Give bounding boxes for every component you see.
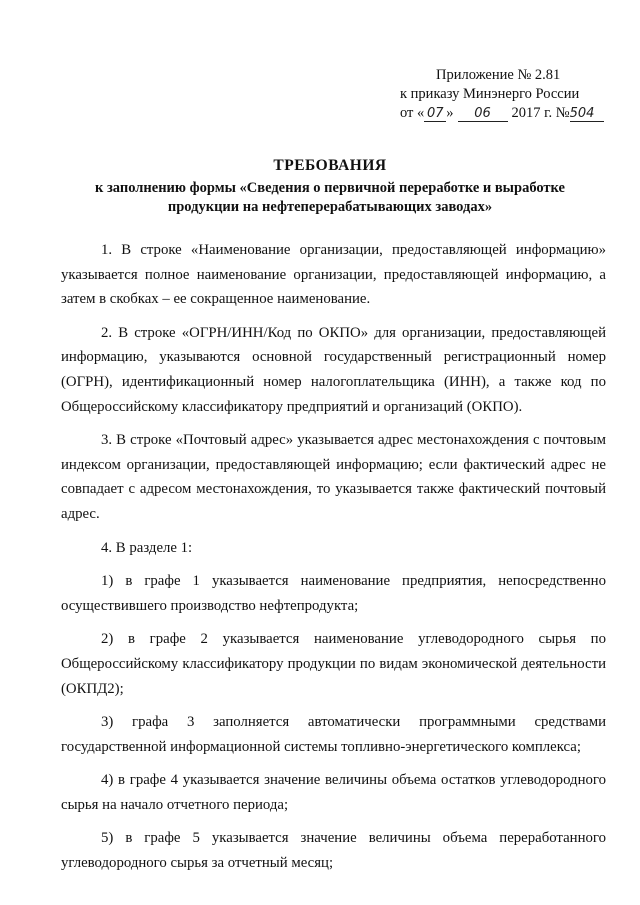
document-subtitle: [60, 179, 600, 217]
paragraph-4-4: 4) в графе 4 указывается значение величины объема остатков углеводородного сырья на начало отчетного периода;: [61, 772, 606, 813]
subtitle-line-1: к заполнению формы «Сведения о первичной переработке и выработке: [94, 180, 565, 196]
paragraph-3: 3. В строке «Почтовый адрес» указывается адрес местонахождения с почтовым индексом организации, предоставляющей информацию; если фактический адрес не совпадает с адресом местонахождения, то указывается также фактический почтовый адрес.: [61, 432, 606, 522]
handwritten-month: 06: [458, 107, 508, 122]
subtitle-line-2: продукции на нефтеперерабатывающих заводах»: [167, 199, 493, 215]
date-mid-quote: »: [446, 105, 454, 121]
handwritten-day: 07: [424, 107, 446, 122]
date-prefix: от «: [400, 105, 425, 121]
year-and-number-label: 2017 г. №: [511, 105, 570, 121]
paragraph-4-2: 2) в графе 2 указывается наименование углеводородного сырья по Общероссийскому классификатору продукции по видам экономической деятельности (ОКПД2);: [61, 631, 606, 697]
appendix-header: [400, 66, 620, 123]
order-reference: к приказу Минэнерго России: [400, 86, 580, 102]
paragraph-4-5: 5) в графе 5 указывается значение величины объема переработанного углеводородного сырья за отчетный месяц;: [61, 830, 606, 872]
order-date-line: [400, 104, 620, 123]
appendix-number: Приложение № 2.81: [436, 67, 561, 83]
paragraph-4-1: 1) в графе 1 указывается наименование предприятия, непосредственно осуществившего производство нефтепродукта;: [61, 573, 606, 614]
document-body: [61, 238, 606, 885]
paragraph-4: 4. В разделе 1:: [101, 539, 193, 556]
document-title: ТРЕБОВАНИЯ: [273, 157, 387, 174]
paragraph-4-3: 3) графа 3 заполняется автоматически программными средствами государственной информационной системы топливно-энергетического комплекса;: [61, 714, 606, 755]
paragraph-2: 2. В строке «ОГРН/ИНН/Код по ОКПО» для организации, предоставляющей информацию, указываются основной государственный регистрационный номер (ОГРН), идентификационный номер налогоплательщика (ИНН), а также код по Общероссийскому классификатору предприятий и организаций (ОКПО).: [61, 324, 606, 415]
paragraph-1: 1. В строке «Наименование организации, предоставляющей информацию» указывается полное наименование организации, предоставляющей информацию, а затем в скобках – ее сокращенное наименование.: [61, 242, 606, 308]
document-title-block: [60, 156, 600, 217]
handwritten-order-number: 504: [570, 107, 604, 122]
